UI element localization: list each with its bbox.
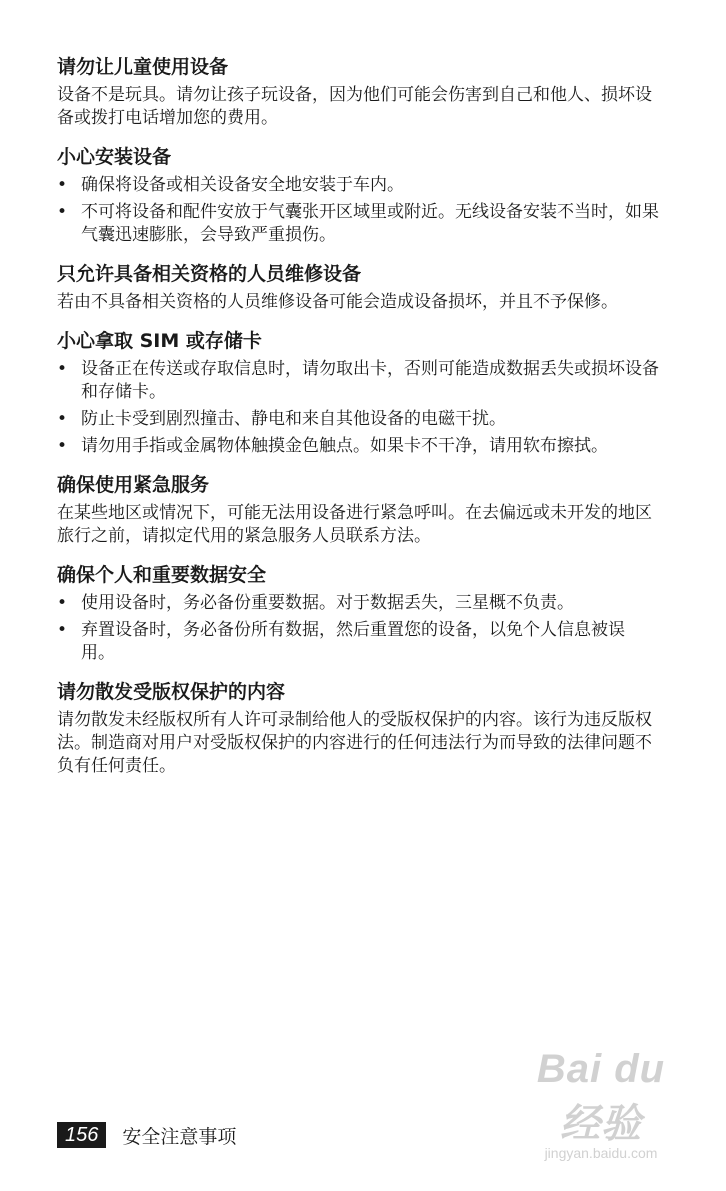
bullet-icon: • [57, 175, 68, 195]
bullet-icon: • [57, 593, 68, 613]
list-item: • 请勿用手指或金属物体触摸金色触点。如果卡不干净，请用软布擦拭。 [57, 436, 608, 456]
section-install [57, 144, 663, 247]
section-heading: 确保个人和重要数据安全 [57, 564, 267, 586]
bullet-icon: • [57, 436, 68, 456]
section-heading: 请勿散发受版权保护的内容 [57, 681, 286, 703]
list-item: • 弃置设备时，务必备份所有数据，然后重置您的设备，以免个人信息被误用。 [57, 620, 625, 663]
page-number: 156 [57, 1122, 106, 1148]
section-paragraph: 设备不是玩具。请勿让孩子玩设备，因为他们可能会伤害到自己和他人、损坏设备或拨打电话增加您的费用。 [57, 85, 652, 128]
list-item: • 不可将设备和配件安放于气囊张开区域里或附近。无线设备安装不当时，如果气囊迅速膨胀，会导致严重损伤。 [57, 202, 659, 245]
footer-title: 安全注意事项 [122, 1125, 237, 1148]
baidu-logo-icon: Bai du 经验 [536, 1047, 666, 1146]
section-paragraph: 在某些地区或情况下，可能无法用设备进行紧急呼叫。在去偏远或未开发的地区旅行之前，请拟定代用的紧急服务人员联系方法。 [57, 503, 652, 546]
bullet-icon: • [57, 409, 68, 429]
section-heading: 请勿让儿童使用设备 [57, 56, 229, 78]
section-children [57, 54, 663, 130]
list-item: • 确保将设备或相关设备安全地安装于车内。 [57, 175, 404, 195]
bullet-list [57, 592, 663, 665]
bullet-icon: • [57, 202, 68, 222]
section-heading: 确保使用紧急服务 [57, 474, 210, 496]
page-footer [57, 1122, 236, 1148]
bullet-icon: • [57, 359, 68, 379]
watermark-url: jingyan.baidu.com [544, 1145, 658, 1161]
bullet-icon: • [57, 620, 68, 640]
section-paragraph: 若由不具备相关资格的人员维修设备可能会造成设备损坏，并且不予保修。 [57, 292, 618, 312]
section-paragraph: 请勿散发未经版权所有人许可录制给他人的受版权保护的内容。该行为违反版权法。制造商对用户对受版权保护的内容进行的任何违法行为而导致的法律问题不负有任何责任。 [57, 710, 652, 776]
section-copyright [57, 679, 663, 778]
document-body [57, 54, 663, 792]
section-heading: 小心安装设备 [57, 146, 172, 168]
section-repair [57, 261, 663, 314]
bullet-list [57, 174, 663, 247]
list-item: • 设备正在传送或存取信息时，请勿取出卡，否则可能造成数据丢失或损坏设备和存储卡。 [57, 359, 659, 402]
section-heading: 只允许具备相关资格的人员维修设备 [57, 263, 362, 285]
section-heading: 小心拿取 SIM 或存储卡 [57, 330, 262, 352]
baidu-watermark [516, 1047, 686, 1161]
section-data-security [57, 562, 663, 665]
section-emergency [57, 472, 663, 548]
list-item: • 使用设备时，务必备份重要数据。对于数据丢失，三星概不负责。 [57, 593, 574, 613]
bullet-list [57, 358, 663, 458]
list-item: • 防止卡受到剧烈撞击、静电和来自其他设备的电磁干扰。 [57, 409, 506, 429]
section-sim-card [57, 328, 663, 458]
